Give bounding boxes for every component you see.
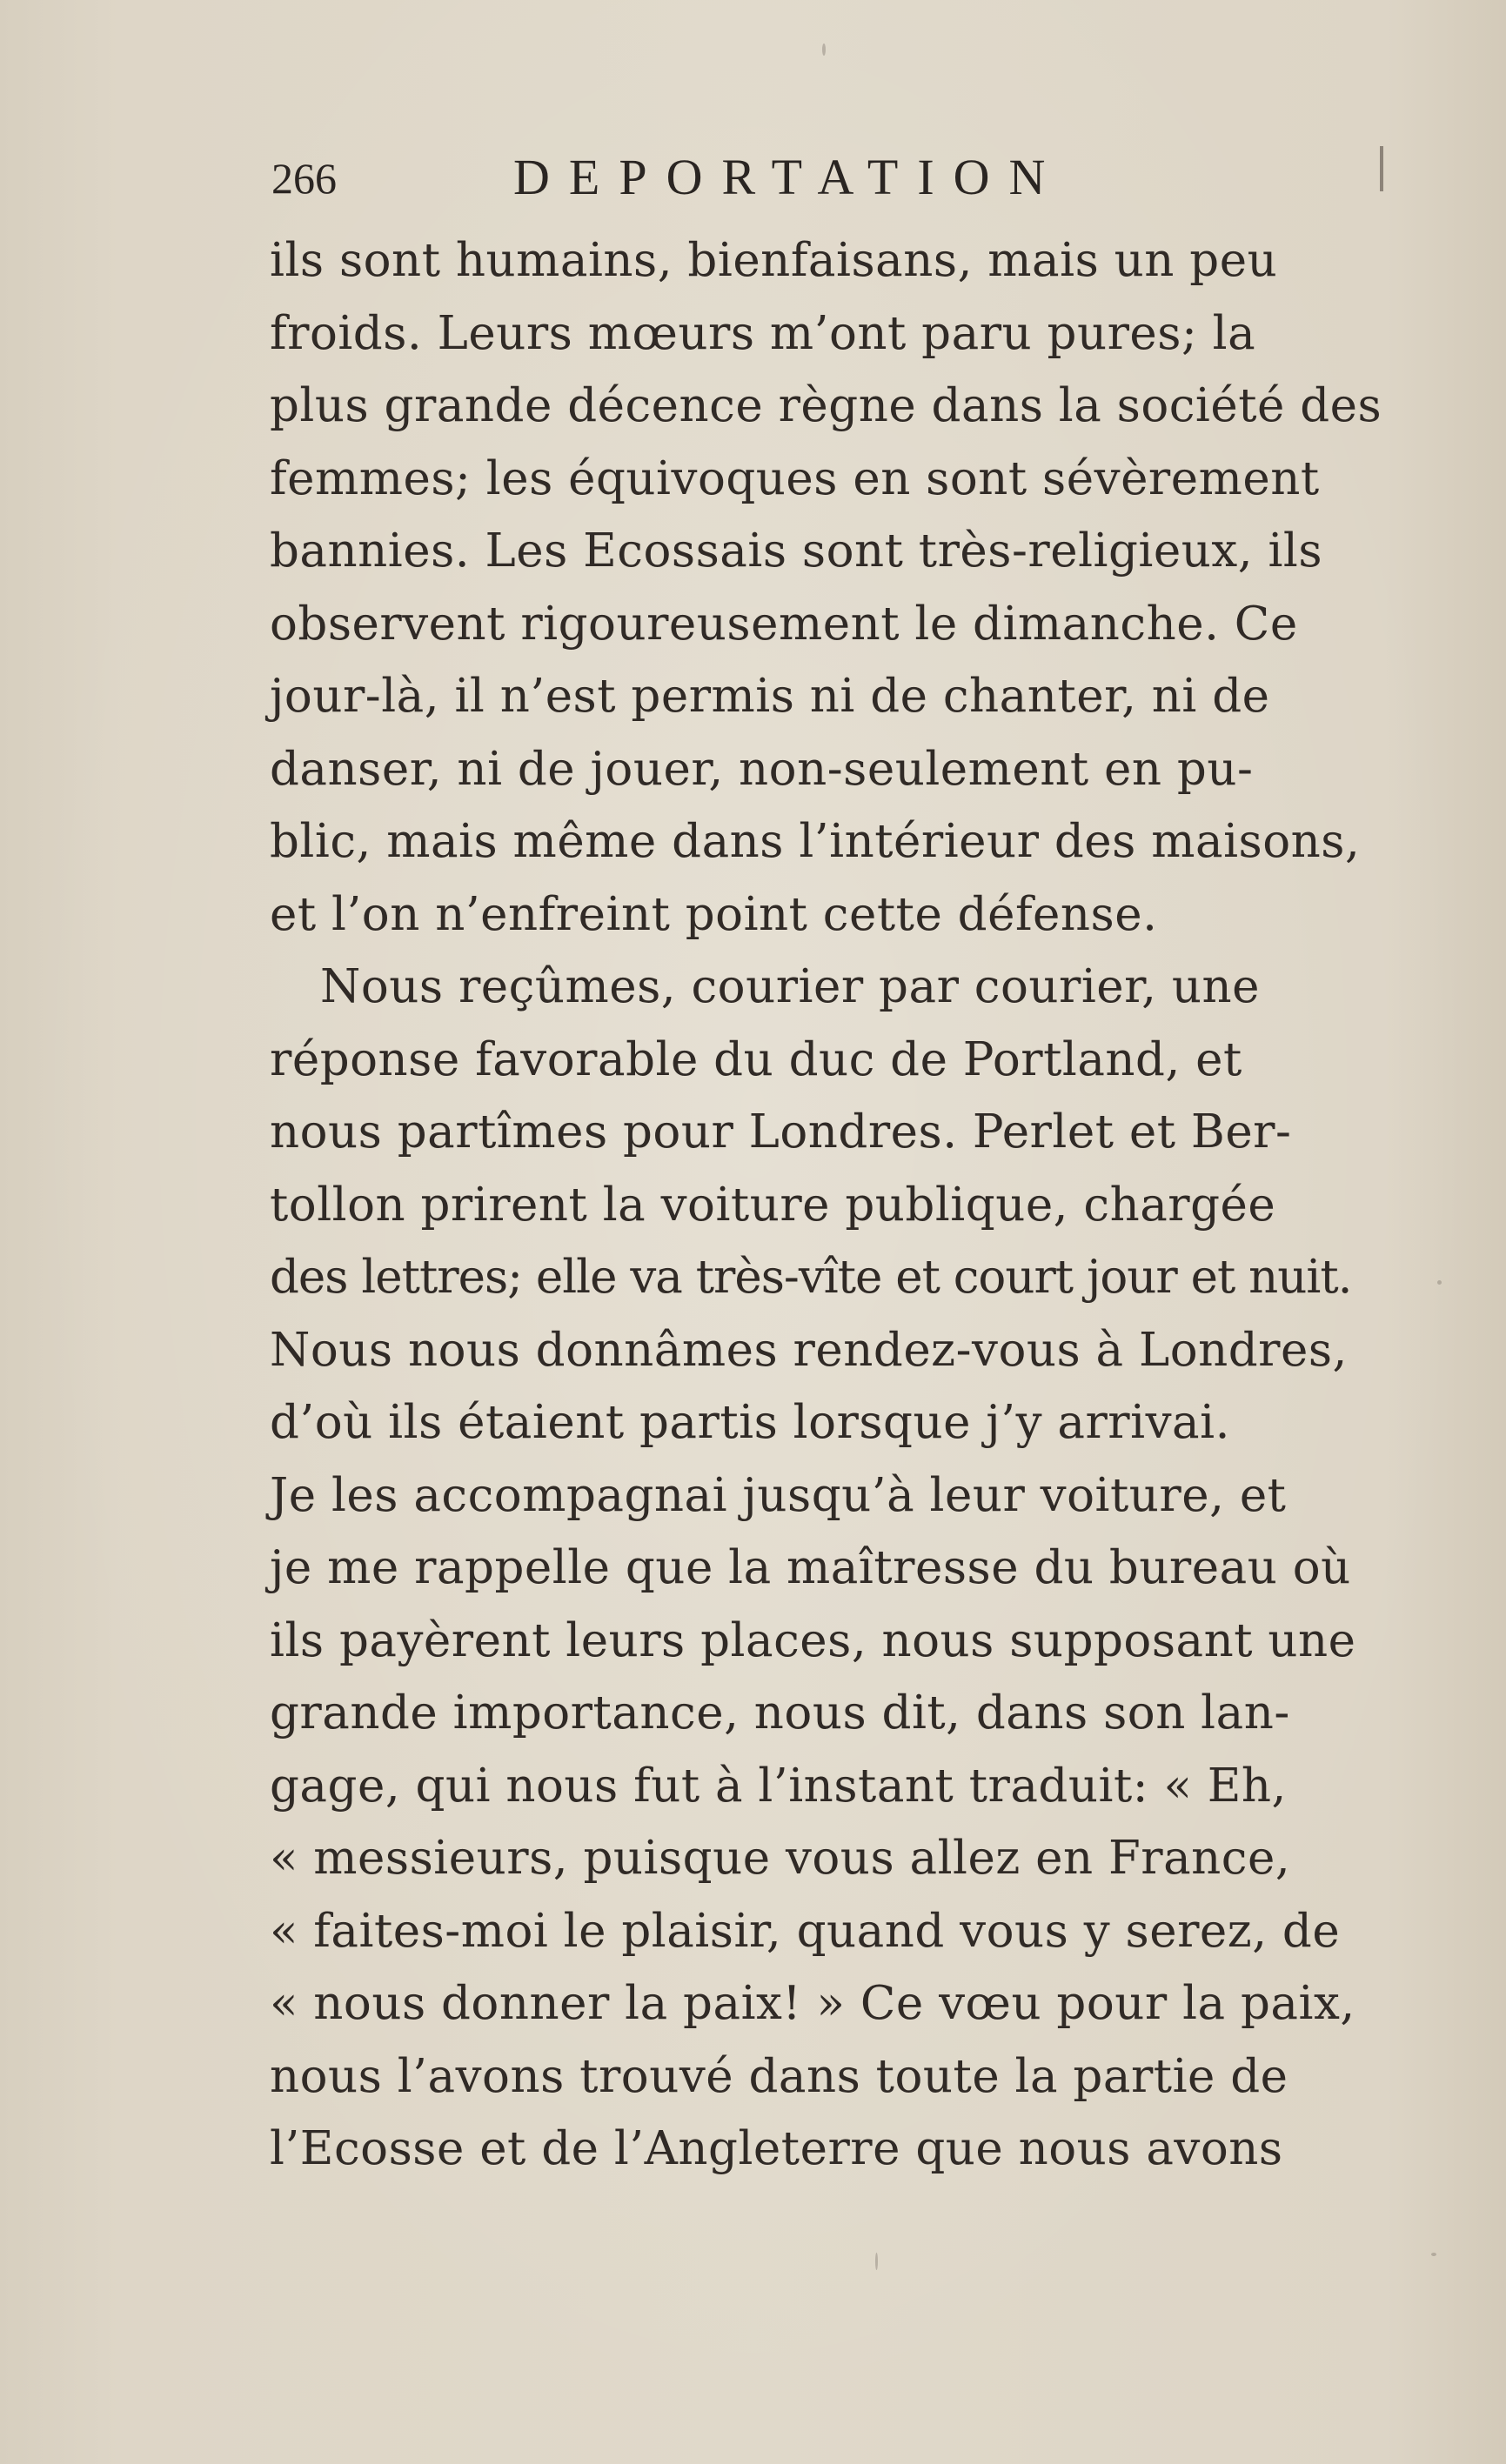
text-line: réponse favorable du duc de Portland, et <box>270 1032 1242 1086</box>
text-line: Je les accompagnai jusqu’à leur voiture, et <box>270 1468 1287 1522</box>
text-line: d’où ils étaient partis lorsque j’y arrivai. <box>270 1396 1230 1449</box>
paper-speck <box>1431 2253 1436 2256</box>
paper-speck <box>822 43 826 56</box>
text-line: grande importance, nous dit, dans son lan- <box>270 1686 1290 1739</box>
text-line: « nous donner la paix! » Ce vœu pour la paix, <box>270 1977 1355 2030</box>
text-line: femmes; les équivoques en sont sévèrement <box>270 451 1320 505</box>
text-line: tollon prirent la voiture publique, chargée <box>270 1178 1276 1232</box>
text-line: ils payèrent leurs places, nous supposant une <box>270 1613 1356 1667</box>
text-line: bannies. Les Ecossais sont très-religieux, ils <box>270 524 1323 578</box>
text-line: froids. Leurs mœurs m’ont paru pures; la <box>270 306 1256 360</box>
text-line: l’Ecosse et de l’Angleterre que nous avons <box>270 2122 1283 2175</box>
running-head <box>261 146 1383 207</box>
margin-mark <box>1380 146 1383 191</box>
paragraph-start-line: Nous reçûmes, courier par courier, une <box>320 960 1260 1013</box>
body-text <box>270 224 1382 2186</box>
paper-speck <box>1437 1280 1442 1285</box>
text-line: danser, ni de jouer, non-seulement en pu- <box>270 742 1254 796</box>
text-line: gage, qui nous fut à l’instant traduit: « Eh, <box>270 1759 1287 1813</box>
text-line: jour-là, il n’est permis ni de chanter, ni de <box>270 670 1270 723</box>
text-line: blic, mais même dans l’intérieur des maisons, <box>270 815 1361 868</box>
text-line: nous l’avons trouvé dans toute la partie de <box>270 2049 1288 2103</box>
running-title: DEPORTATION <box>513 149 1065 205</box>
text-line: « faites-moi le plaisir, quand vous y serez, de <box>270 1904 1341 1958</box>
text-line: plus grande décence règne dans la société des <box>270 379 1382 432</box>
text-line: observent rigoureusement le dimanche. Ce <box>270 597 1298 651</box>
page-number: 266 <box>271 154 337 203</box>
text-line: ils sont humains, bienfaisans, mais un peu <box>270 234 1278 287</box>
text-line: nous partîmes pour Londres. Perlet et Ber- <box>270 1105 1292 1159</box>
text-line: « messieurs, puisque vous allez en France, <box>270 1832 1291 1885</box>
text-line: des lettres; elle va très-vîte et court jour et nuit. <box>270 1251 1352 1304</box>
text-line: et l’on n’enfreint point cette défense. <box>270 887 1158 941</box>
text-line: Nous nous donnâmes rendez-vous à Londres, <box>270 1323 1348 1377</box>
text-line: je me rappelle que la maîtresse du bureau où <box>270 1541 1351 1594</box>
paper-speck <box>875 2253 878 2270</box>
